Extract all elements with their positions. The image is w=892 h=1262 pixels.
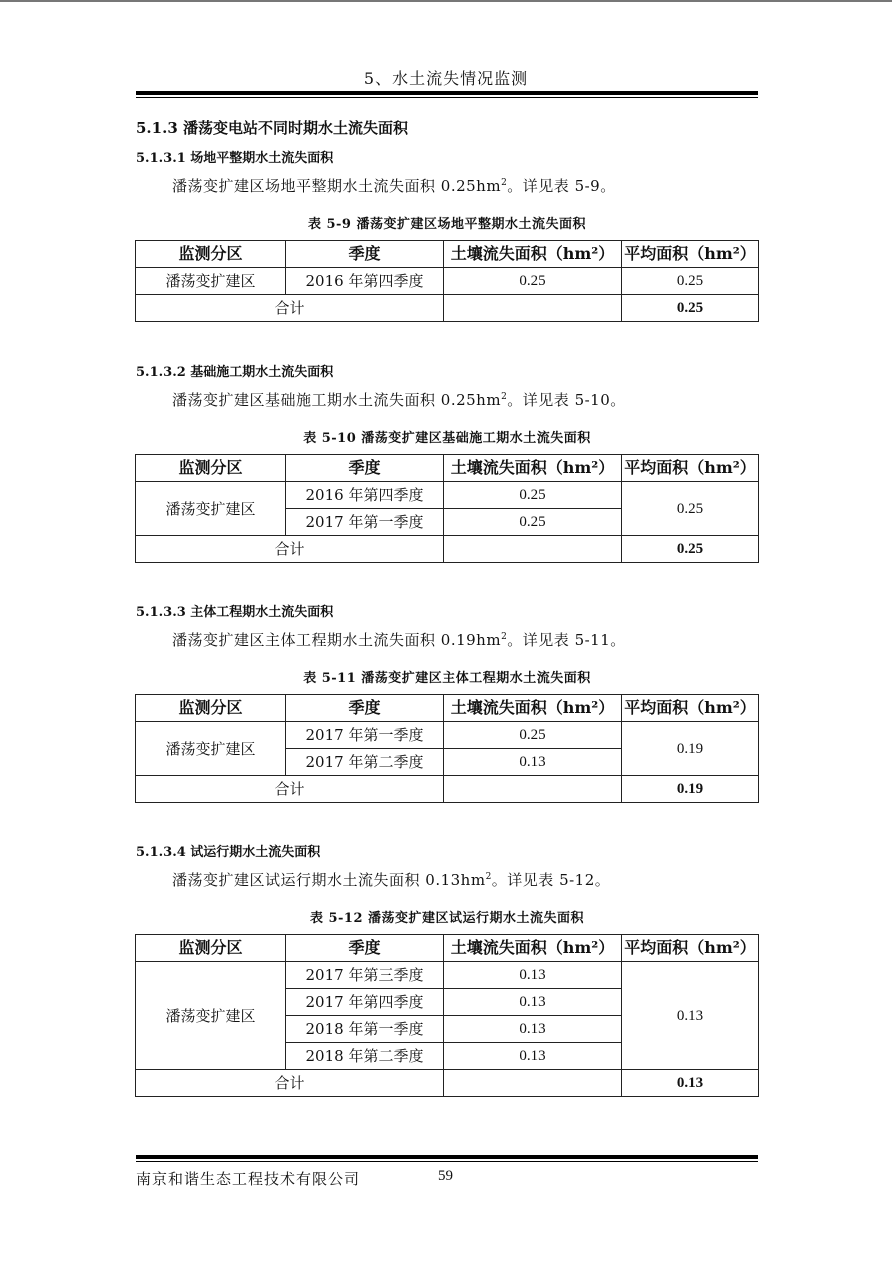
season-cell: 2017 年第二季度 bbox=[286, 749, 444, 776]
total-value: 0.13 bbox=[622, 1070, 759, 1097]
footer-rule bbox=[136, 1155, 758, 1162]
header-cell: 土壤流失面积（hm²） bbox=[444, 935, 622, 962]
header-cell: 土壤流失面积（hm²） bbox=[444, 695, 622, 722]
area-cell: 0.25 bbox=[444, 722, 622, 749]
header-cell: 监测分区 bbox=[136, 695, 286, 722]
avg-cell: 0.19 bbox=[622, 722, 759, 776]
table-header-row bbox=[136, 935, 759, 962]
subsection-heading: 5.1.3.2 基础施工期水土流失面积 bbox=[136, 365, 334, 380]
header-cell: 土壤流失面积（hm²） bbox=[444, 241, 622, 268]
top-border bbox=[0, 0, 892, 2]
season-cell: 2017 年第一季度 bbox=[286, 509, 444, 536]
header-cell: 季度 bbox=[286, 241, 444, 268]
season-cell: 2017 年第一季度 bbox=[286, 722, 444, 749]
table-caption: 表 5-12 潘荡变扩建区试运行期水土流失面积 bbox=[309, 911, 585, 926]
zone-cell: 潘荡变扩建区 bbox=[136, 482, 286, 536]
header-cell: 季度 bbox=[286, 695, 444, 722]
avg-cell: 0.25 bbox=[622, 482, 759, 536]
area-cell: 0.13 bbox=[444, 749, 622, 776]
area-cell: 0.13 bbox=[444, 962, 622, 989]
avg-cell: 0.13 bbox=[622, 962, 759, 1070]
table-row bbox=[136, 962, 759, 989]
header-cell: 季度 bbox=[286, 935, 444, 962]
total-row bbox=[136, 295, 759, 322]
season-cell: 2017 年第三季度 bbox=[286, 962, 444, 989]
header-cell: 监测分区 bbox=[136, 935, 286, 962]
zone-cell: 潘荡变扩建区 bbox=[136, 268, 286, 295]
total-label: 合计 bbox=[136, 295, 444, 322]
empty-cell bbox=[444, 295, 622, 322]
table-5-10 bbox=[135, 454, 759, 563]
area-cell: 0.13 bbox=[444, 989, 622, 1016]
total-label: 合计 bbox=[136, 536, 444, 563]
header-cell: 土壤流失面积（hm²） bbox=[444, 455, 622, 482]
table-header-row bbox=[136, 455, 759, 482]
season-cell: 2017 年第四季度 bbox=[286, 989, 444, 1016]
header-cell: 平均面积（hm²） bbox=[622, 695, 759, 722]
total-row bbox=[136, 536, 759, 563]
table-5-9 bbox=[135, 240, 759, 322]
total-label: 合计 bbox=[136, 776, 444, 803]
area-cell: 0.25 bbox=[444, 482, 622, 509]
area-cell: 0.13 bbox=[444, 1043, 622, 1070]
header-cell: 平均面积（hm²） bbox=[622, 455, 759, 482]
table-5-12 bbox=[135, 934, 759, 1097]
total-row bbox=[136, 1070, 759, 1097]
area-cell: 0.13 bbox=[444, 1016, 622, 1043]
table-caption: 表 5-9 潘荡变扩建区场地平整期水土流失面积 bbox=[307, 217, 587, 232]
page-header-title: 5、水土流失情况监测 bbox=[363, 69, 529, 88]
table-row bbox=[136, 268, 759, 295]
paragraph: 潘荡变扩建区基础施工期水土流失面积 $0.25hm^2$。详见表 5-10。 bbox=[172, 391, 626, 409]
table-row bbox=[136, 722, 759, 749]
page-number: 59 bbox=[438, 1168, 453, 1184]
subsection-heading: 5.1.3.1 场地平整期水土流失面积 bbox=[136, 151, 334, 166]
table-5-11 bbox=[135, 694, 759, 803]
zone-cell: 潘荡变扩建区 bbox=[136, 962, 286, 1070]
empty-cell bbox=[444, 776, 622, 803]
total-value: 0.25 bbox=[622, 536, 759, 563]
header-cell: 平均面积（hm²） bbox=[622, 935, 759, 962]
total-value: 0.19 bbox=[622, 776, 759, 803]
table-caption: 表 5-11 潘荡变扩建区主体工程期水土流失面积 bbox=[303, 671, 591, 686]
season-cell: 2018 年第二季度 bbox=[286, 1043, 444, 1070]
header-rule bbox=[136, 91, 758, 98]
season-cell: 2018 年第一季度 bbox=[286, 1016, 444, 1043]
header-cell: 监测分区 bbox=[136, 455, 286, 482]
season-cell: 2016 年第四季度 bbox=[286, 482, 444, 509]
area-cell: 0.25 bbox=[444, 509, 622, 536]
empty-cell bbox=[444, 1070, 622, 1097]
paragraph: 潘荡变扩建区主体工程期水土流失面积 $0.19hm^2$。详见表 5-11。 bbox=[172, 631, 626, 649]
zone-cell: 潘荡变扩建区 bbox=[136, 722, 286, 776]
paragraph: 潘荡变扩建区试运行期水土流失面积 $0.13hm^2$。详见表 5-12。 bbox=[172, 871, 611, 889]
table-header-row bbox=[136, 241, 759, 268]
table-row bbox=[136, 482, 759, 509]
area-cell: 0.25 bbox=[444, 268, 622, 295]
header-cell: 平均面积（hm²） bbox=[622, 241, 759, 268]
total-value: 0.25 bbox=[622, 295, 759, 322]
total-label: 合计 bbox=[136, 1070, 444, 1097]
avg-cell: 0.25 bbox=[622, 268, 759, 295]
season-cell: 2016 年第四季度 bbox=[286, 268, 444, 295]
table-caption: 表 5-10 潘荡变扩建区基础施工期水土流失面积 bbox=[303, 431, 591, 446]
table-header-row bbox=[136, 695, 759, 722]
header-cell: 季度 bbox=[286, 455, 444, 482]
empty-cell bbox=[444, 536, 622, 563]
section-heading: 5.1.3 潘荡变电站不同时期水土流失面积 bbox=[136, 119, 408, 137]
total-row bbox=[136, 776, 759, 803]
subsection-heading: 5.1.3.3 主体工程期水土流失面积 bbox=[136, 605, 334, 620]
footer-company: 南京和谐生态工程技术有限公司 bbox=[136, 1170, 361, 1188]
header-cell: 监测分区 bbox=[136, 241, 286, 268]
subsection-heading: 5.1.3.4 试运行期水土流失面积 bbox=[136, 845, 321, 860]
paragraph: 潘荡变扩建区场地平整期水土流失面积 $0.25hm^2$。详见表 5-9。 bbox=[172, 177, 616, 195]
